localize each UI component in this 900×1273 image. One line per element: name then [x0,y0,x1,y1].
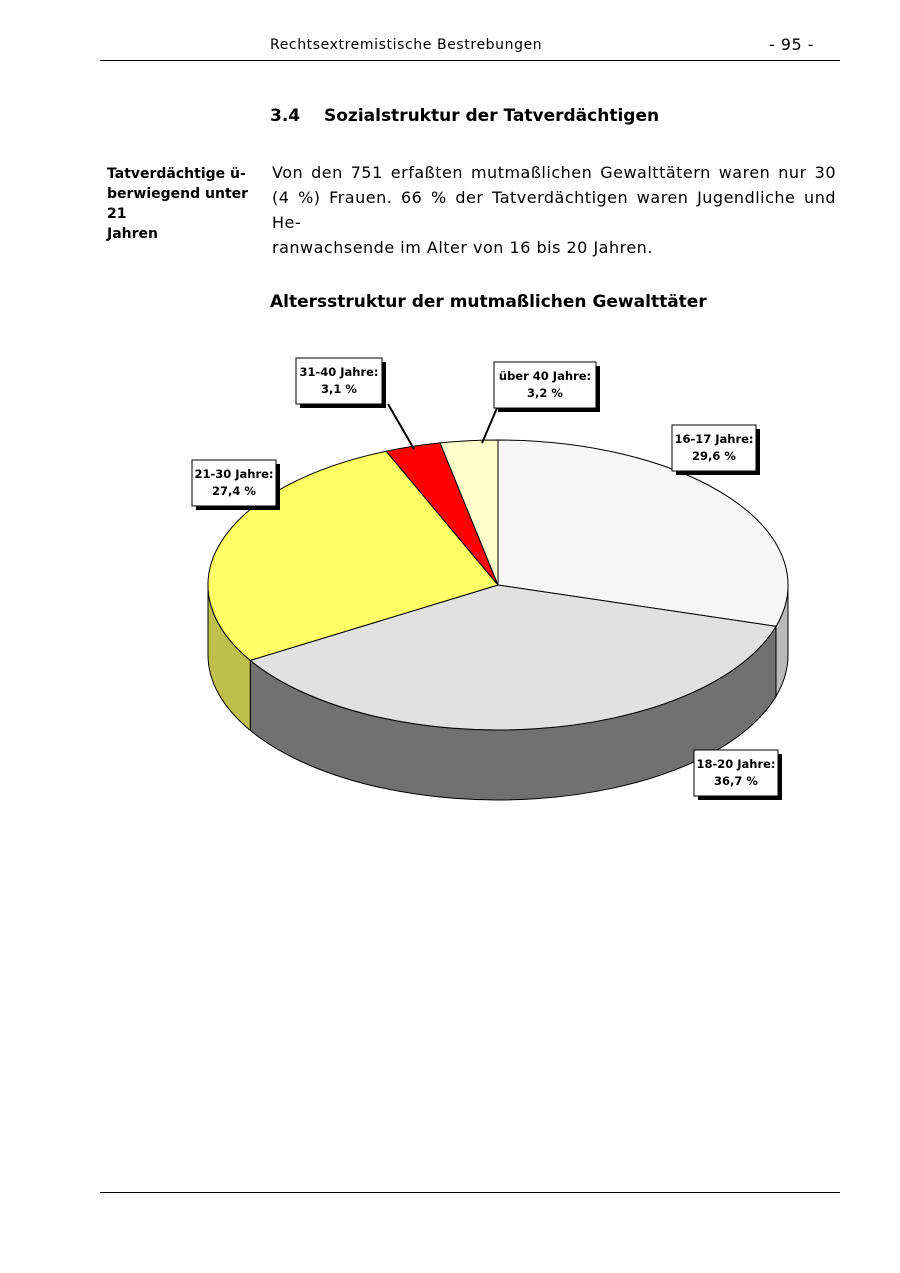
leader-line-4 [482,408,497,443]
paragraph-line: (4 %) Frauen. 66 % der Tatverdächtigen waren Jugendliche und He- [272,188,836,232]
slice-value: 36,7 % [714,774,758,788]
margin-note-line: Jahren [107,226,158,242]
margin-note-line: Tatverdächtige ü- [107,166,246,182]
pie-label-3 [296,358,386,408]
slice-name: über 40 Jahre: [498,369,592,383]
paragraph-line: ranwachsende im Alter von 16 bis 20 Jahren. [272,238,653,257]
page-number: - 95 - [768,35,814,54]
slice-value: 3,2 % [527,386,563,400]
slice-value: 29,6 % [692,449,736,463]
margin-note-line: berwiegend unter 21 [107,186,249,222]
running-header-title: Rechtsextremistische Bestrebungen [270,37,543,53]
footer-rule [100,1192,840,1193]
pie-label-1 [694,750,782,800]
slice-value: 27,4 % [212,484,256,498]
slice-name: 31-40 Jahre: [299,365,379,379]
pie-label-0 [672,425,760,475]
section-title: Sozialstruktur der Tatverdächtigen [324,106,660,126]
leader-line-3 [388,404,414,449]
slice-name: 18-20 Jahre: [696,757,776,771]
pie-label-2 [192,460,280,510]
chart-title: Altersstruktur der mutmaßlichen Gewalttäter [270,292,707,312]
pie-label-4 [494,362,600,412]
slice-name: 21-30 Jahre: [194,467,274,481]
pie-top-slices [208,440,788,730]
paragraph-line: Von den 751 erfaßten mutmaßlichen Gewalttätern waren nur 30 [272,163,836,182]
section-number: 3.4 [270,106,301,126]
slice-name: 16-17 Jahre: [674,432,754,446]
slice-value: 3,1 % [321,382,357,396]
